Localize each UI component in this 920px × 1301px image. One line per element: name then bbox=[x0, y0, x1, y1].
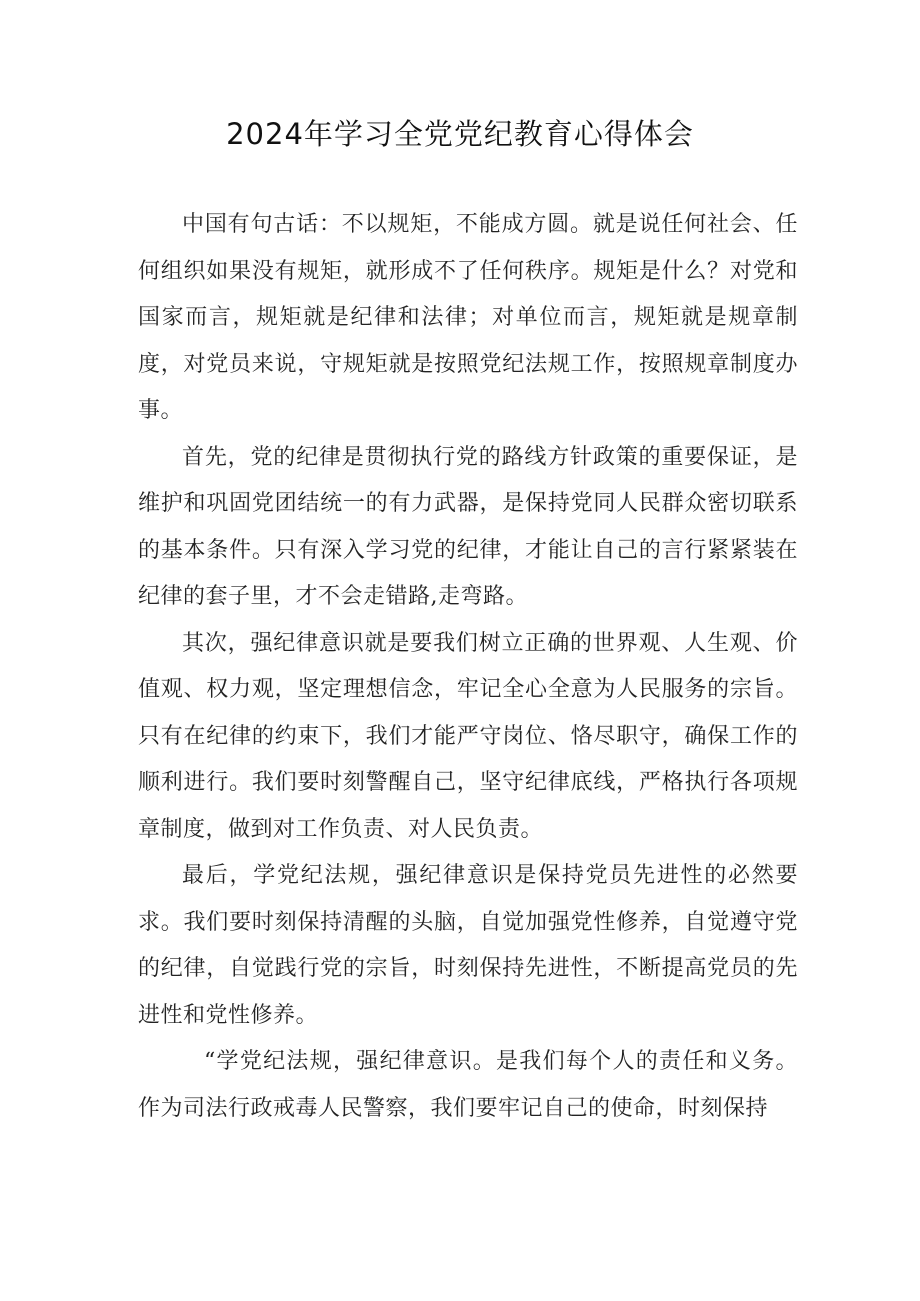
paragraph-3: 其次，强纪律意识就是要我们树立正确的世界观、人生观、价值观、权力观，坚定理想信念，牢记全心全意为人民服务的宗旨。只有在纪律的约束下，我们才能严守岗位、恪尽职守，确保工作的顺利进行。我们要时刻警醒自己，坚守纪律底线，严格执行各项规章制度，做到对工作负责、对人民负责。 bbox=[138, 630, 798, 842]
document-body bbox=[138, 202, 798, 1132]
paragraph-1: 中国有句古话：不以规矩，不能成方圆。就是说任何社会、任何组织如果没有规矩，就形成不了任何秩序。规矩是什么？对党和国家而言，规矩就是纪律和法律；对单位而言，规矩就是规章制度，对党员来说，守规矩就是按照党纪法规工作，按照规章制度办事。 bbox=[138, 212, 798, 423]
paragraph-5: “学党纪法规，强纪律意识。是我们每个人的责任和义务。作为司法行政戒毒人民警察，我们要牢记自己的使命，时刻保持 bbox=[138, 1049, 798, 1121]
paragraph-4: 最后，学党纪法规，强纪律意识是保持党员先进性的必然要求。我们要时刻保持清醒的头脑，自觉加强党性修养，自觉遵守党的纪律，自觉践行党的宗旨，时刻保持先进性，不断提高党员的先进性和党性修养。 bbox=[138, 863, 798, 1028]
document-title: 2024年学习全党党纪教育心得体会 bbox=[226, 117, 694, 151]
paragraph-2: 首先，党的纪律是贯彻执行党的路线方针政策的重要保证，是维护和巩固党团结统一的有力武器，是保持党同人民群众密切联系的基本条件。只有深入学习党的纪律，才能让自己的言行紧紧装在纪律的套子里，才不会走错路,走弯路。 bbox=[138, 444, 798, 609]
